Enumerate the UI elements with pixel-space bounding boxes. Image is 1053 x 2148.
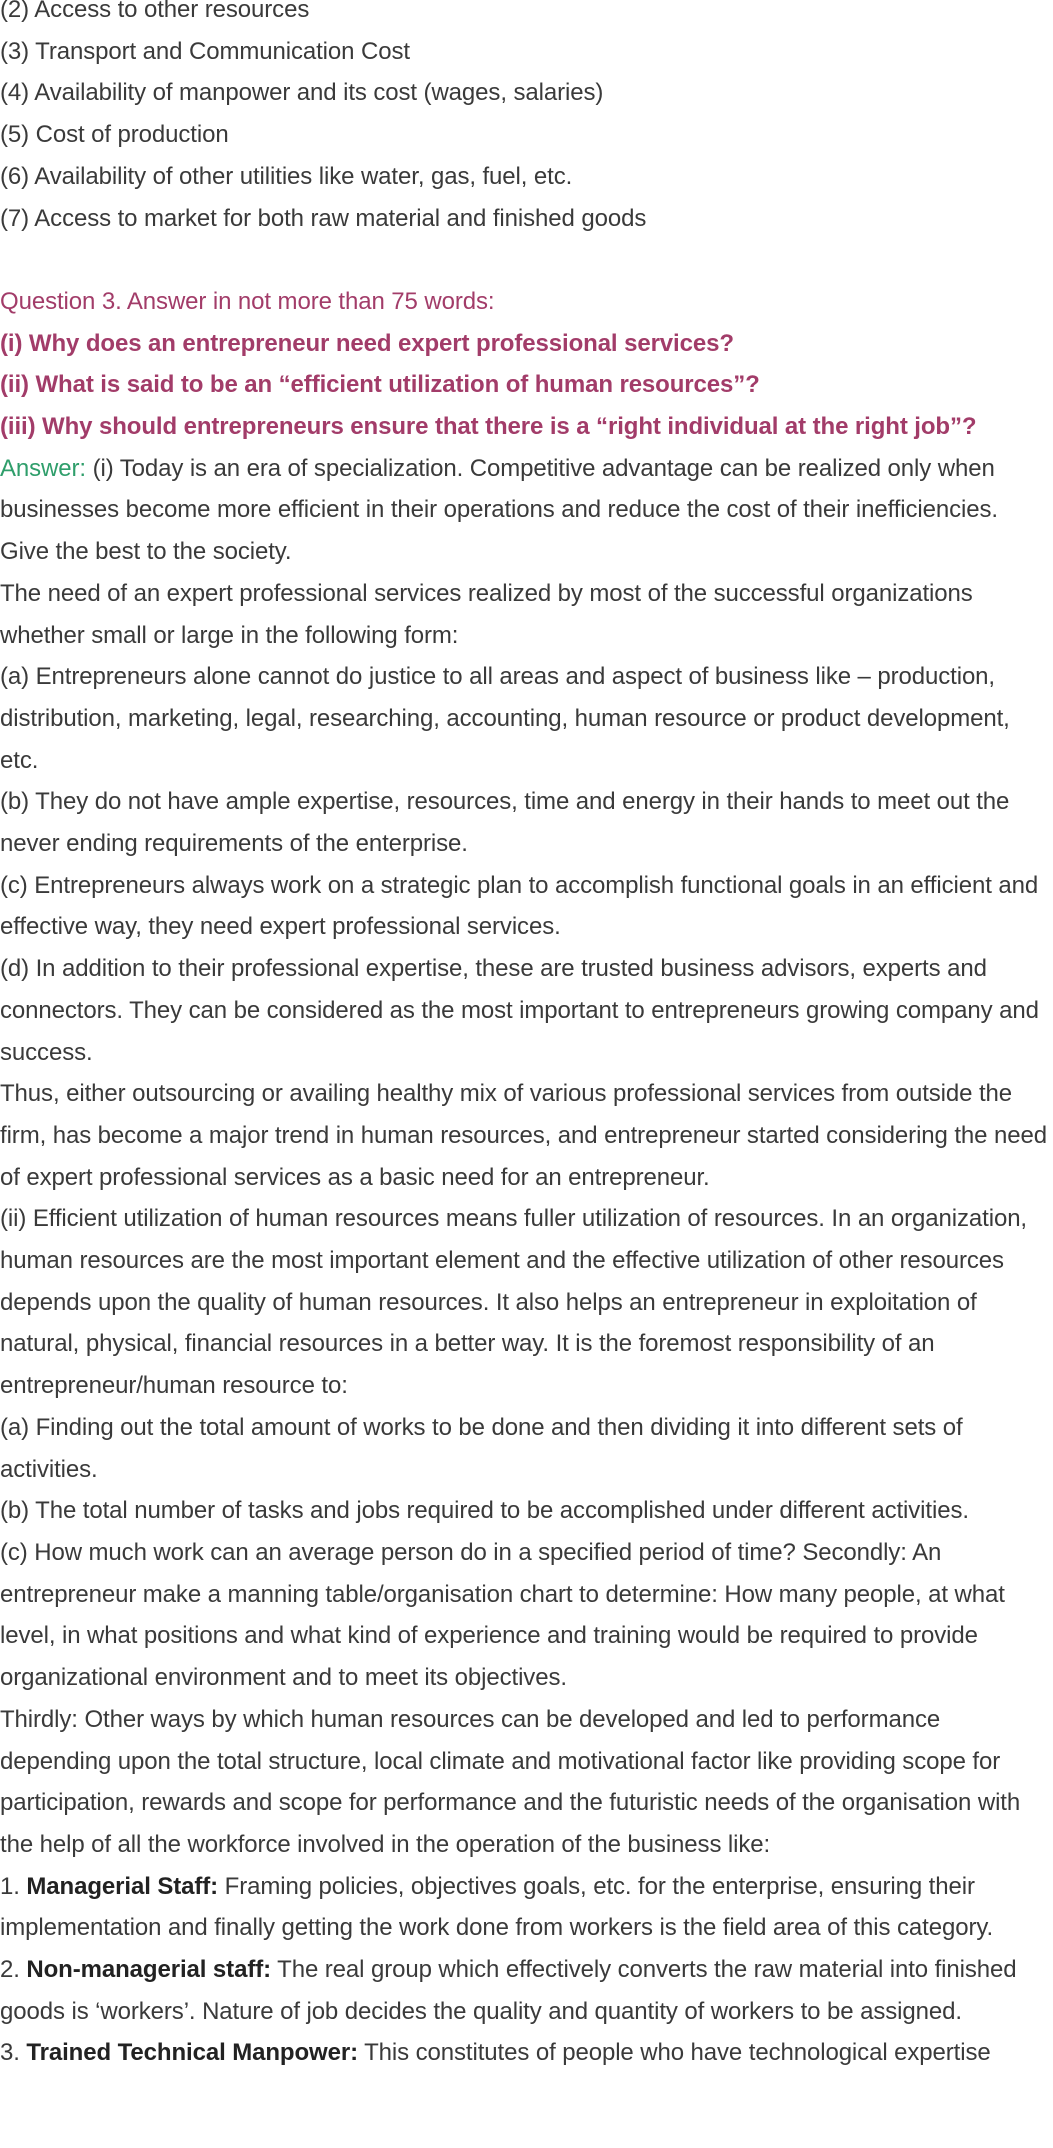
staff-text: This constitutes of people who have technological expertise — [357, 2039, 991, 2067]
staff-term: Managerial Staff: — [26, 1872, 219, 1900]
question-part: (ii) What is said to be an “efficient utilization of human resources”? — [0, 371, 760, 399]
staff-term: Trained Technical Manpower: — [26, 2039, 358, 2067]
spacer — [0, 239, 1053, 281]
answer-paragraph: Thirdly: Other ways by which human resources can be developed and led to performance depending upon the total structure, local climate and motivational factor like providing scope for participation, rewards and scope for performance and the futuristic needs of the organisation with the help of all the workforce involved in the operation of the business like: — [0, 1705, 1021, 1858]
answer-intro — [0, 448, 1053, 573]
staff-text: The real group which effectively converts the raw material into finished goods is ‘workers’. Nature of job decides the quality and quantity of workers to be assigned. — [0, 1956, 1017, 2025]
factor-item: (6) Availability of other utilities like water, gas, fuel, etc. — [0, 162, 573, 190]
staff-item — [0, 2032, 1053, 2074]
answer-paragraph: (b) They do not have ample expertise, resources, time and energy in their hands to meet out the never ending requirements of the enterprise. — [0, 788, 1010, 858]
answer-paragraph: (d) In addition to their professional expertise, these are trusted business advisors, experts and connectors. They can be considered as the most important to entrepreneurs growing company and success. — [0, 955, 1039, 1066]
staff-item — [0, 1866, 1053, 1949]
answer-paragraph: Thus, either outsourcing or availing healthy mix of various professional services from outside the firm, has become a major trend in human resources, and entrepreneur started considering the need of expert professional services as a basic need for an entrepreneur. — [0, 1080, 1047, 1191]
staff-item — [0, 1949, 1053, 2032]
answer-paragraph: (b) The total number of tasks and jobs required to be accomplished under different activities. — [0, 1497, 969, 1525]
answer-paragraph: (a) Entrepreneurs alone cannot do justice to all areas and aspect of business like – production, distribution, marketing, legal, researching, accounting, human resource or product development, etc. — [0, 663, 1010, 774]
answer-intro-text: (i) Today is an era of specialization. Competitive advantage can be realized only when businesses become more efficient in their operations and reduce the cost of their inefficiencies. Give the best to the society. — [0, 454, 998, 566]
answer-paragraph: (ii) Efficient utilization of human resources means fuller utilization of resources. In an organization, human resources are the most important element and the effective utilization of other resources depends upon the quality of human resources. It also helps an entrepreneur in exploitation of natural, physical, financial resources in a better way. It is the foremost responsibility of an entrepreneur/human resource to: — [0, 1205, 1028, 1400]
answer-paragraph: The need of an expert professional services realized by most of the successful organizations whether small or large in the following form: — [0, 579, 973, 649]
answer-paragraph: (c) Entrepreneurs always work on a strategic plan to accomplish functional goals in an efficient and effective way, they need expert professional services. — [0, 871, 1039, 941]
answer-label: Answer: — [0, 454, 86, 482]
answer-paragraph: (c) How much work can an average person do in a specified period of time? Secondly: An entrepreneur make a manning table/organisation chart to determine: How many people, at what level, in what positions and what kind of experience and training would be required to provide organizational environment and to meet its objectives. — [0, 1539, 1005, 1692]
factor-item: (7) Access to market for both raw material and finished goods — [0, 204, 647, 232]
factor-item: (5) Cost of production — [0, 121, 229, 149]
staff-number: 1. — [0, 1872, 27, 1900]
question-part: (iii) Why should entrepreneurs ensure that there is a “right individual at the right job”? — [0, 413, 977, 441]
staff-term: Non-managerial staff: — [26, 1956, 271, 1984]
question-heading: Question 3. Answer in not more than 75 words: — [0, 287, 495, 315]
factor-item: (3) Transport and Communication Cost — [0, 37, 410, 65]
factor-item: (4) Availability of manpower and its cost (wages, salaries) — [0, 79, 604, 107]
staff-number: 3. — [0, 2039, 27, 2067]
staff-text: Framing policies, objectives goals, etc. for the enterprise, ensuring their implementation and finally getting the work done from workers is the field area of this category. — [0, 1872, 994, 1942]
question-part: (i) Why does an entrepreneur need expert professional services? — [0, 329, 734, 357]
answer-paragraph: (a) Finding out the total amount of works to be done and then dividing it into different sets of activities. — [0, 1413, 963, 1483]
staff-number: 2. — [0, 1956, 27, 1984]
factor-item: (2) Access to other resources — [0, 0, 310, 23]
